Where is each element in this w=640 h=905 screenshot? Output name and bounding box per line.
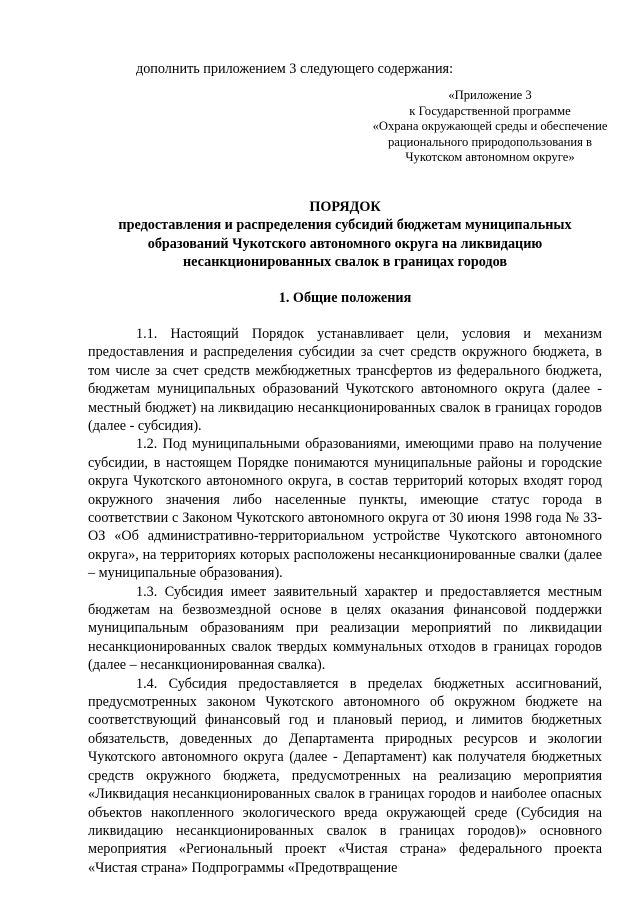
paragraph-1-4: 1.4. Субсидия предоставляется в пределах бюджетных ассигнований, предусмотренных законом Чукотского автономного об окружном бюджете на соответствующий финансовый год и плановый период, и лимитов бюджетных обязательств, доведенных до Департамента природных ресурсов и экологии Чукотского автономного округа (далее - Департамент) как получателя бюджетных средств окружного бюджета, предусмотренных на реализацию мероприятия «Ликвидация несанкционированных свалок в границах городов и наиболее опасных объектов накопленного экологического вреда окружающей среде (Субсидия на ликвидацию несанкционированных свалок в границах городов)» основного мероприятия «Региональный проект «Чистая страна» федерального проекта «Чистая страна» Подпрограммы «Предотвращение (88, 675, 602, 876)
section-heading: 1. Общие положения (278, 289, 412, 306)
appendix-line: рационального природопользования в (387, 134, 592, 149)
appendix-line: к Государственной программе (409, 103, 571, 118)
intro-text: дополнить приложением 3 следующего содержания: (136, 61, 454, 77)
appendix-line: «Приложение 3 (448, 88, 532, 103)
appendix-line: Чукотском автономном округе» (405, 150, 575, 165)
document-subtitle: предоставления и распределения субсидий бюджетам муниципальных образований Чукотского автономного округа на ликвидацию несанкционированных свалок в границах городов (118, 217, 572, 271)
appendix-line: «Охрана окружающей среды и обеспечение (372, 119, 608, 134)
paragraph-1-3: 1.3. Субсидия имеет заявительный характер и предоставляется местным бюджетам на безвозмездной основе в целях оказания финансовой поддержки муниципальным образованиям при реализации мероприятий по ликвидации несанкционированных свалок твердых коммунальных отходов в границах городов (далее – несанкционированная свалка). (88, 583, 602, 674)
paragraph-1-2: 1.2. Под муниципальными образованиями, имеющими право на получение субсидии, в настоящем Порядке понимаются муниципальные районы и городские округа Чукотского автономного округа, в состав территорий которых входят город окружного значения либо населенные пункты, имеющие статус города в соответствии с Законом Чукотского автономного округа от 30 июня 1998 года № 33-ОЗ «Об административно-территориальном устройстве Чукотского автономного округа», на территориях которых расположены несанкционированные свалки (далее – муниципальные образования). (88, 436, 602, 582)
document-title: ПОРЯДОК (309, 198, 381, 215)
appendix-reference (354, 88, 626, 166)
paragraph-1-1: 1.1. Настоящий Порядок устанавливает цели, условия и механизм предоставления и распределения субсидии за счет средств окружного бюджета, в том числе за счет средств межбюджетных трансфертов из федерального бюджета, бюджетам муниципальных образований Чукотского автономного округа (далее - местный бюджет) на ликвидацию несанкционированных свалок в границах городов (далее - субсидия). (88, 325, 602, 434)
